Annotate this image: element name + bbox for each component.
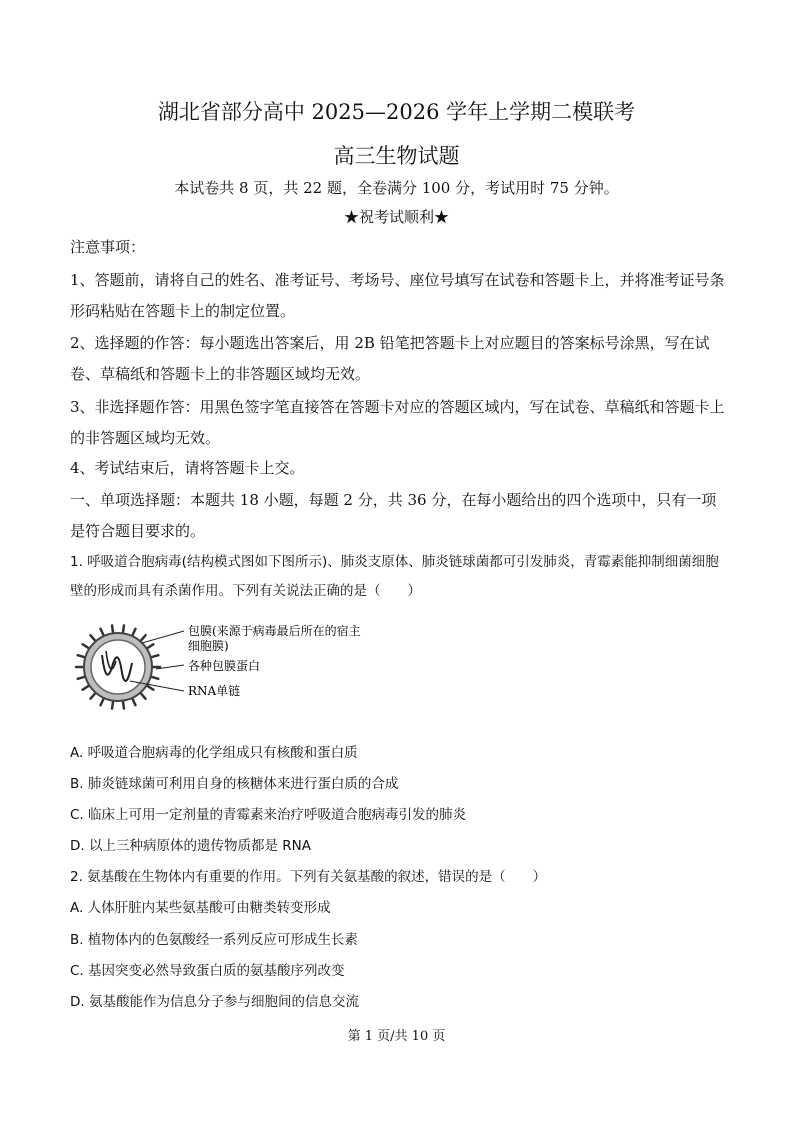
figure-label-envelope-cont: 细胞膜)	[188, 639, 229, 653]
question-2-option-d: D. 氨基酸能作为信息分子参与细胞间的信息交流	[70, 994, 359, 1010]
exam-info: 本试卷共 8 页，共 22 题，全卷满分 100 分，考试用时 75 分钟。	[174, 179, 619, 197]
question-1-stem: 1. 呼吸道合胞病毒(结构模式图如下图所示)、肺炎支原体、肺炎链球菌都可引发肺炎，青霉素能抑制细菌细胞壁的形成而具有杀菌作用。下列有关说法正确的是（ ）	[70, 554, 719, 599]
notice-item-1: 1、答题前，请将自己的姓名、准考证号、考场号、座位号填写在试卷和答题卡上，并将准考证号条形码粘贴在答题卡上的制定位置。	[70, 271, 725, 320]
good-luck-line: ★祝考试顺利★	[343, 208, 449, 226]
question-2-stem: 2. 氨基酸在生物体内有重要的作用。下列有关氨基酸的叙述，错误的是（ ）	[70, 869, 547, 885]
exam-subject: 高三生物试题	[333, 144, 460, 168]
notice-item-3: 3、非选择题作答：用黑色签字笔直接答在答题卡对应的答题区域内，写在试卷、草稿纸和答题卡上的非答题区域均无效。	[70, 398, 725, 447]
section-heading: 一、单项选择题：本题共 18 小题，每题 2 分，共 36 分，在每小题给出的四个选项中，只有一项是符合题目要求的。	[70, 491, 717, 540]
question-2-option-a: A. 人体肝脏内某些氨基酸可由糖类转变形成	[70, 900, 331, 916]
virus-diagram	[76, 625, 184, 708]
exam-title: 湖北省部分高中 2025—2026 学年上学期二模联考	[157, 100, 636, 124]
figure-label-proteins: 各种包膜蛋白	[188, 659, 261, 673]
question-2-option-b: B. 植物体内的色氨酸经一系列反应可形成生长素	[70, 932, 358, 948]
question-2-option-c: C. 基因突变必然导致蛋白质的氨基酸序列改变	[70, 963, 345, 979]
notice-item-4: 4、考试结束后，请将答题卡上交。	[70, 459, 305, 477]
figure-label-rna: RNA单链	[188, 684, 241, 698]
question-1-option-d: D. 以上三种病原体的遗传物质都是 RNA	[70, 838, 311, 854]
virus-structure-figure	[72, 615, 412, 725]
question-1-option-a: A. 呼吸道合胞病毒的化学组成只有核酸和蛋白质	[70, 745, 358, 761]
inner-membrane-shape	[91, 640, 145, 694]
notice-item-2: 2、选择题的作答：每小题选出答案后，用 2B 铅笔把答题卡上对应题目的答案标号涂黑，写在试卷、草稿纸和答题卡上的非答题区域均无效。	[70, 334, 710, 383]
notice-heading: 注意事项：	[70, 238, 146, 256]
question-1-option-c: C. 临床上可用一定剂量的青霉素来治疗呼吸道合胞病毒引发的肺炎	[70, 807, 467, 823]
figure-label-envelope: 包膜(来源于病毒最后所在的宿主	[188, 624, 361, 638]
question-1-option-b: B. 肺炎链球菌可利用自身的核糖体来进行蛋白质的合成	[70, 776, 399, 792]
page-number: 第 1 页/共 10 页	[347, 1029, 446, 1044]
